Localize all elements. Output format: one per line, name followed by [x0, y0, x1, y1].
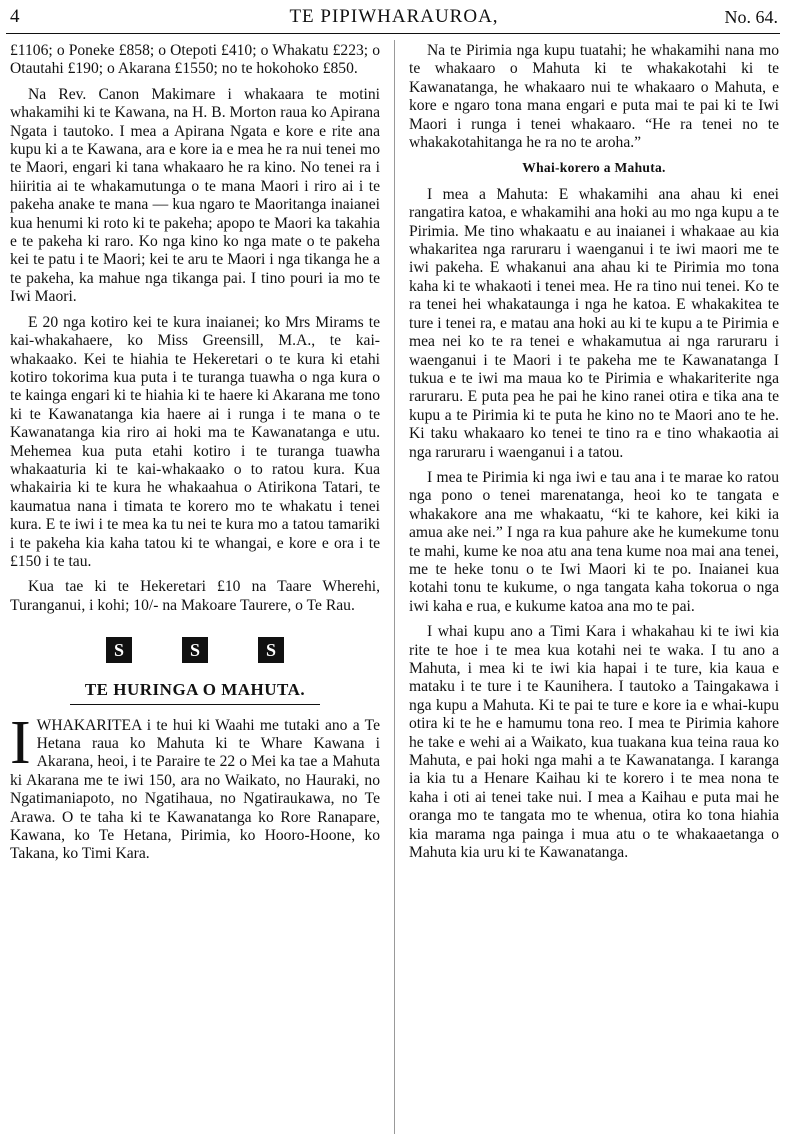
page-number: 4 — [10, 6, 20, 27]
ornament-icon: S — [182, 637, 208, 663]
page-header — [0, 0, 788, 36]
article-headline: TE HURINGA O MAHUTA. — [84, 680, 306, 700]
paragraph-timi-kara: I whai kupu ano a Timi Kara i whakahau ki te iwi kia rite te hoe i te mea kua kotahi nei te waka. I tu ano a Mahuta, i mea ki te iwi kia hapai i te ture, kia kaua e mataku i te ture i te Kaunihera. I tautoko a Taingakawa i nga kupu a Mahuta. Ki te pai te ture e kore ia e whai-kupu otira ki te he e hamumu tona reo. I mea te Pirimia kahore he take e wehi ai a Waikato, kua tuakana kua teina raua ko Mahuta, e pai hoki nga mahi a te Kawanatanga. I karanga ia kia tu a Henare Kaihau ki te korero i te mea nona te kaha i oti ai tenei take nui. I mea a Kaihau e puta mai he oranga mo te tangata mo te whenua, otira ko tona hiahia kia marama nga painga i mua atu o te whakaaetanga o Mahuta kia uru ki te Kawanatanga. — [409, 623, 779, 862]
ornament-icon: S — [258, 637, 284, 663]
left-column — [10, 42, 380, 1134]
header-rule — [6, 33, 780, 34]
paragraph-meeting-text: WHAKARITEA i te hui ki Waahi me tutaki ano a Te Hetana raua ko Mahuta ki te Whare Kawana i Akarana, heoi, i te Paraire te 22 o Mei ka tae a Mahuta ki Akarana me te iwi 150, ara no Waikato, no Hauraki, no Ngatimaniapoto, no Ngatihaua, no Ngatiraukawa, no Te Arawa. O te taha ki te Kawanatanga ko Rore Ranapare, Kawana, ko Te Hetana, Pirimia, ko Hooro-Hoone, ko Takana, ko Timi Kara. — [10, 716, 380, 863]
paragraph-donations: £1106; o Poneke £858; o Otepoti £410; o Whakatu £223; o Otautahi £190; o Akarana £1550; no te hokohoko £850. — [10, 42, 380, 78]
paragraph-motion: Na Rev. Canon Makimare i whakaara te motini whakamihi ki te Kawana, na H. B. Morton raua ko Apirana Ngata i tautoko. I mea a Apirana Ngata e kore e rite ana kupu ki a te Kawana, ara e kore ia e mea he ra nui tenei mo te Maori, engari ki tana whakaaro he ra kino. No tenei ra i hiiritia ai te whakamutunga o te mana Maori i riro ai i te pakeha anake te mana — kua ngaro te Maoritanga inaianei kua henumi ki roto ki te pakeha; apopo te Maori ka takahia e te pakeha ki raro. Ko nga kino ko nga mate o te pakeha kei te patu i te Maori; kei te aru te Maori i nga tikanga he a te pakeha, ka mahue nga tikanga pai. I tino pouri ia mo te Iwi Maori. — [10, 85, 380, 306]
ornament-icon: S — [106, 637, 132, 663]
headline-rule — [70, 704, 320, 705]
publication-title: TE PIPIWHARAUROA, — [289, 6, 499, 27]
column-divider — [394, 40, 395, 1134]
paragraph-premier: Na te Pirimia nga kupu tuatahi; he whakamihi nana mo te whakaaro o Mahuta ki te whakakotahi ki te Kawanatanga, he whakaaro nui te whakaaro o Mahuta, e kore e ngaro tona mana engari e puta mai te pai ki te Iwi Maori i runga i tenei whakaaro. “He ra tenei no te whakakotahitanga he ra no te aroha.” — [409, 42, 779, 152]
paragraph-school: E 20 nga kotiro kei te kura inaianei; ko Mrs Mirams te kai-whakahaere, ko Miss Greensill, M.A., te kai-whakaako. Kei te hiahia te Hekeretari o te kura ki etahi kotiro tokorima kua puta i te turanga tuawha o nga kura o te kainga engari ki te hiahia ki te haere ki Akarana me tono ki te Kawanatanga kia haere ai i runga i te mana o te Kawanatanga kia riro ai hoki ma te Kawanatanga e utu. Mehemea kua puta etahi kotiro i te turanga tuawha whakaaturia ki te kai-whakaako o to ratou kura. Kua whakairia ki te kura he whakaahua o Atirikona Tatari, te kaumatua nana i timata te korero mo te whakatu i tenei kura. E te iwi i te mea ka tu nei te kura mo a tatou tamariki i te pakeha kia kaha tatou ki te whangai, e kore e ora i te £150 i te tau. — [10, 313, 380, 570]
ornament-row — [10, 637, 380, 663]
paragraph-secretary: Kua tae ki te Hekeretari £10 na Taare Wherehi, Turanganui, i kohi; 10/- na Makoare Taurere, o Te Rau. — [10, 578, 380, 614]
issue-number: No. 64. — [724, 7, 778, 27]
right-column — [409, 42, 779, 1134]
drop-cap: I — [10, 708, 31, 777]
paragraph-meeting — [10, 708, 380, 864]
paragraph-marae: I mea te Pirimia ki nga iwi e tau ana i te marae ko ratou nga pono o tenei marenatanga, heoi ko te tangata e whakakore ana me whakaatu, “ki te kahore, kei kiki ia amua ake nei.” I nga ra kua pahure ake he kumekume tonu te mahi, kume ke noa atu ana tena kume noa mai ana tenei, me te heke tonu o te Iwi Maori ki te po. Inaianei kua kotahi tonu te kukume, o nga tangata kaha tokorua o nga iwi kaha e rua, e kukume katoa ana mo te pai. — [409, 468, 779, 615]
section-subheading: Whai-korero a Mahuta. — [522, 160, 666, 176]
paragraph-mahuta-speech: I mea a Mahuta: E whakamihi ana ahau ki enei rangatira katoa, e whakamihi ana hoki au mo nga kupu a te Pirimia. Me tino whakaatu e au inaianei i whakaae au kia whakaritea nga raruraru i waenganui i te iwi maori me te iwi pakeha. E whakanui ana ahau ki te Pirimia mo tona kaha ki te whakaoti i tenei mea. He ra tino nui tenei. Ko te ra tenei hei whakataunga i nga he katoa. E whakakitea te ture i tenei ra, e matau ana hoki au ki te kupu a te Pirimia e mea nei ko te ra tenei e whakamutua ai nga raruraru i waenganui i te Maori i te pakeha me te Kawanatanga I tukua e te iwi ma maua ko te Pirimia e whakariterite nga raruraru. E puta pea he pai he kino ranei otira e tika ana te kupu a te Pirimia ki te puta he kino no te Maori ano te he. Ki taku whakaaro ko tenei te tino ra e tino whakaotia ai nga raruraru i waenganui i a tatou. — [409, 185, 779, 461]
